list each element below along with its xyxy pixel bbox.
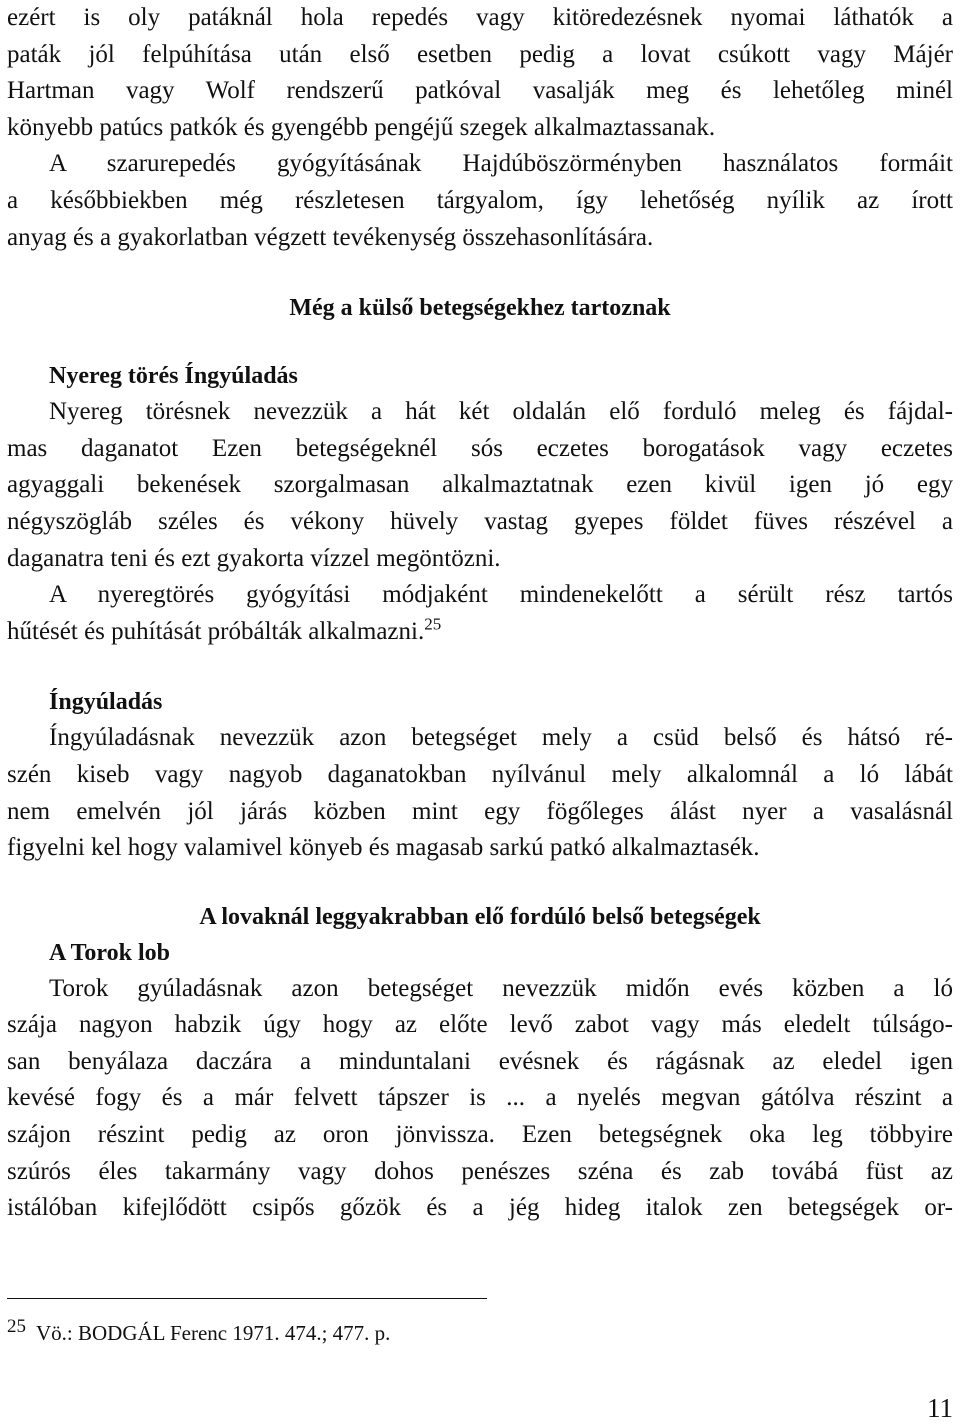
text-line: nem emelvén jól járás közben mint egy fögőleges álást nyer a vasalásnál bbox=[7, 797, 953, 825]
paragraph-4 bbox=[7, 577, 953, 650]
footnote-reference: 25 bbox=[424, 614, 442, 634]
footnote bbox=[7, 1316, 390, 1346]
text-line: könyebb patúcs patkók és gyengébb pengéjű szegek alkalmaztassanak. bbox=[7, 113, 716, 141]
page-number: 11 bbox=[927, 1393, 953, 1423]
text-line: mas daganatot Ezen betegségeknél sós eczetes borogatások vagy eczetes bbox=[7, 434, 953, 462]
text-line: szájon részint pedig az oron jönvissza. Ezen betegségnek oka leg többyire bbox=[7, 1121, 953, 1149]
text-span: hűtését és puhítását próbálták alkalmazni. bbox=[7, 617, 425, 645]
paragraph-6 bbox=[7, 971, 953, 1227]
text-line: kevésé fogy és a már felvett tápszer is ... a nyelés megvan gátólva részint a bbox=[7, 1084, 953, 1112]
subsection-heading: A Torok lob bbox=[49, 939, 170, 966]
text-line: figyelni kel hogy valamivel könyeb és magasab sarkú patkó alkalmaztasék. bbox=[7, 834, 760, 862]
text-line: Íngyúladásnak nevezzük azon betegséget mely a csüd belső és hátsó ré- bbox=[49, 724, 953, 752]
text-line: istálóban kifejlődött csipős gőzök és a jég hideg italok zen betegségek or- bbox=[7, 1194, 953, 1222]
footnote-text: Vö.: BODGÁL Ferenc 1971. 474.; 477. p. bbox=[36, 1321, 391, 1345]
text-line: A nyeregtörés gyógyítási módjaként mindenekelőtt a sérült rész tartós bbox=[49, 581, 953, 609]
subsection-heading: Íngyúladás bbox=[49, 689, 163, 716]
text-line: Nyereg törésnek nevezzük a hát két oldalán elő forduló meleg és fájdal- bbox=[49, 398, 953, 426]
section-heading: Még a külső betegségekhez tartoznak bbox=[289, 295, 671, 322]
text-line: négyszögláb széles és vékony hüvely vastag gyepes földet füves részével a bbox=[7, 507, 953, 535]
text-line: szúrós éles takarmány vagy dohos penészes széna és zab továbá füst az bbox=[7, 1157, 953, 1185]
subsection-heading: Nyereg törés Íngyúladás bbox=[49, 363, 298, 390]
text-line: daganatra teni és ezt gyakorta vízzel megöntözni. bbox=[7, 544, 501, 572]
text-line: san benyálaza daczára a minduntalani evésnek és rágásnak az eledel igen bbox=[7, 1047, 953, 1075]
text-line: Hartman vagy Wolf rendszerű patkóval vasalják meg és lehetőleg minél bbox=[7, 77, 953, 105]
section-heading: A lovaknál leggyakrabban elő fordúló belső betegségek bbox=[199, 903, 761, 930]
text-line bbox=[7, 614, 953, 651]
text-line: paták jól felpúhítása után első esetben pedig a lovat csúkott vagy Májér bbox=[7, 40, 953, 68]
text-line: ezért is oly patáknál hola repedés vagy kitöredezésnek nyomai láthatók a bbox=[7, 4, 953, 31]
paragraph-1 bbox=[7, 0, 953, 146]
footnote-number: 25 bbox=[7, 1316, 26, 1337]
footnote-divider bbox=[7, 1298, 487, 1299]
text-line: anyag és a gyakorlatban végzett tevékenység összehasonlítására. bbox=[7, 223, 654, 251]
text-line: agyaggali bekenések szorgalmasan alkalmaztatnak ezen kivül igen jó egy bbox=[7, 471, 953, 499]
text-line: a későbbiekben még részletesen tárgyalom, így lehetőség nyílik az írott bbox=[7, 186, 953, 214]
paragraph-3 bbox=[7, 394, 953, 577]
text-line: Torok gyúladásnak azon betegséget nevezzük midőn evés közben a ló bbox=[49, 974, 953, 1002]
text-line: A szarurepedés gyógyításának Hajdúböszörményben használatos formáit bbox=[49, 150, 953, 178]
text-line: szén kiseb vagy nagyob daganatokban nyílvánul mely alkalomnál a ló lábát bbox=[7, 760, 953, 788]
page-body bbox=[7, 0, 953, 1227]
paragraph-2 bbox=[7, 146, 953, 256]
paragraph-5 bbox=[7, 720, 953, 866]
text-line: szája nagyon habzik úgy hogy az előte levő zabot vagy más eledelt túlságo- bbox=[7, 1011, 953, 1039]
